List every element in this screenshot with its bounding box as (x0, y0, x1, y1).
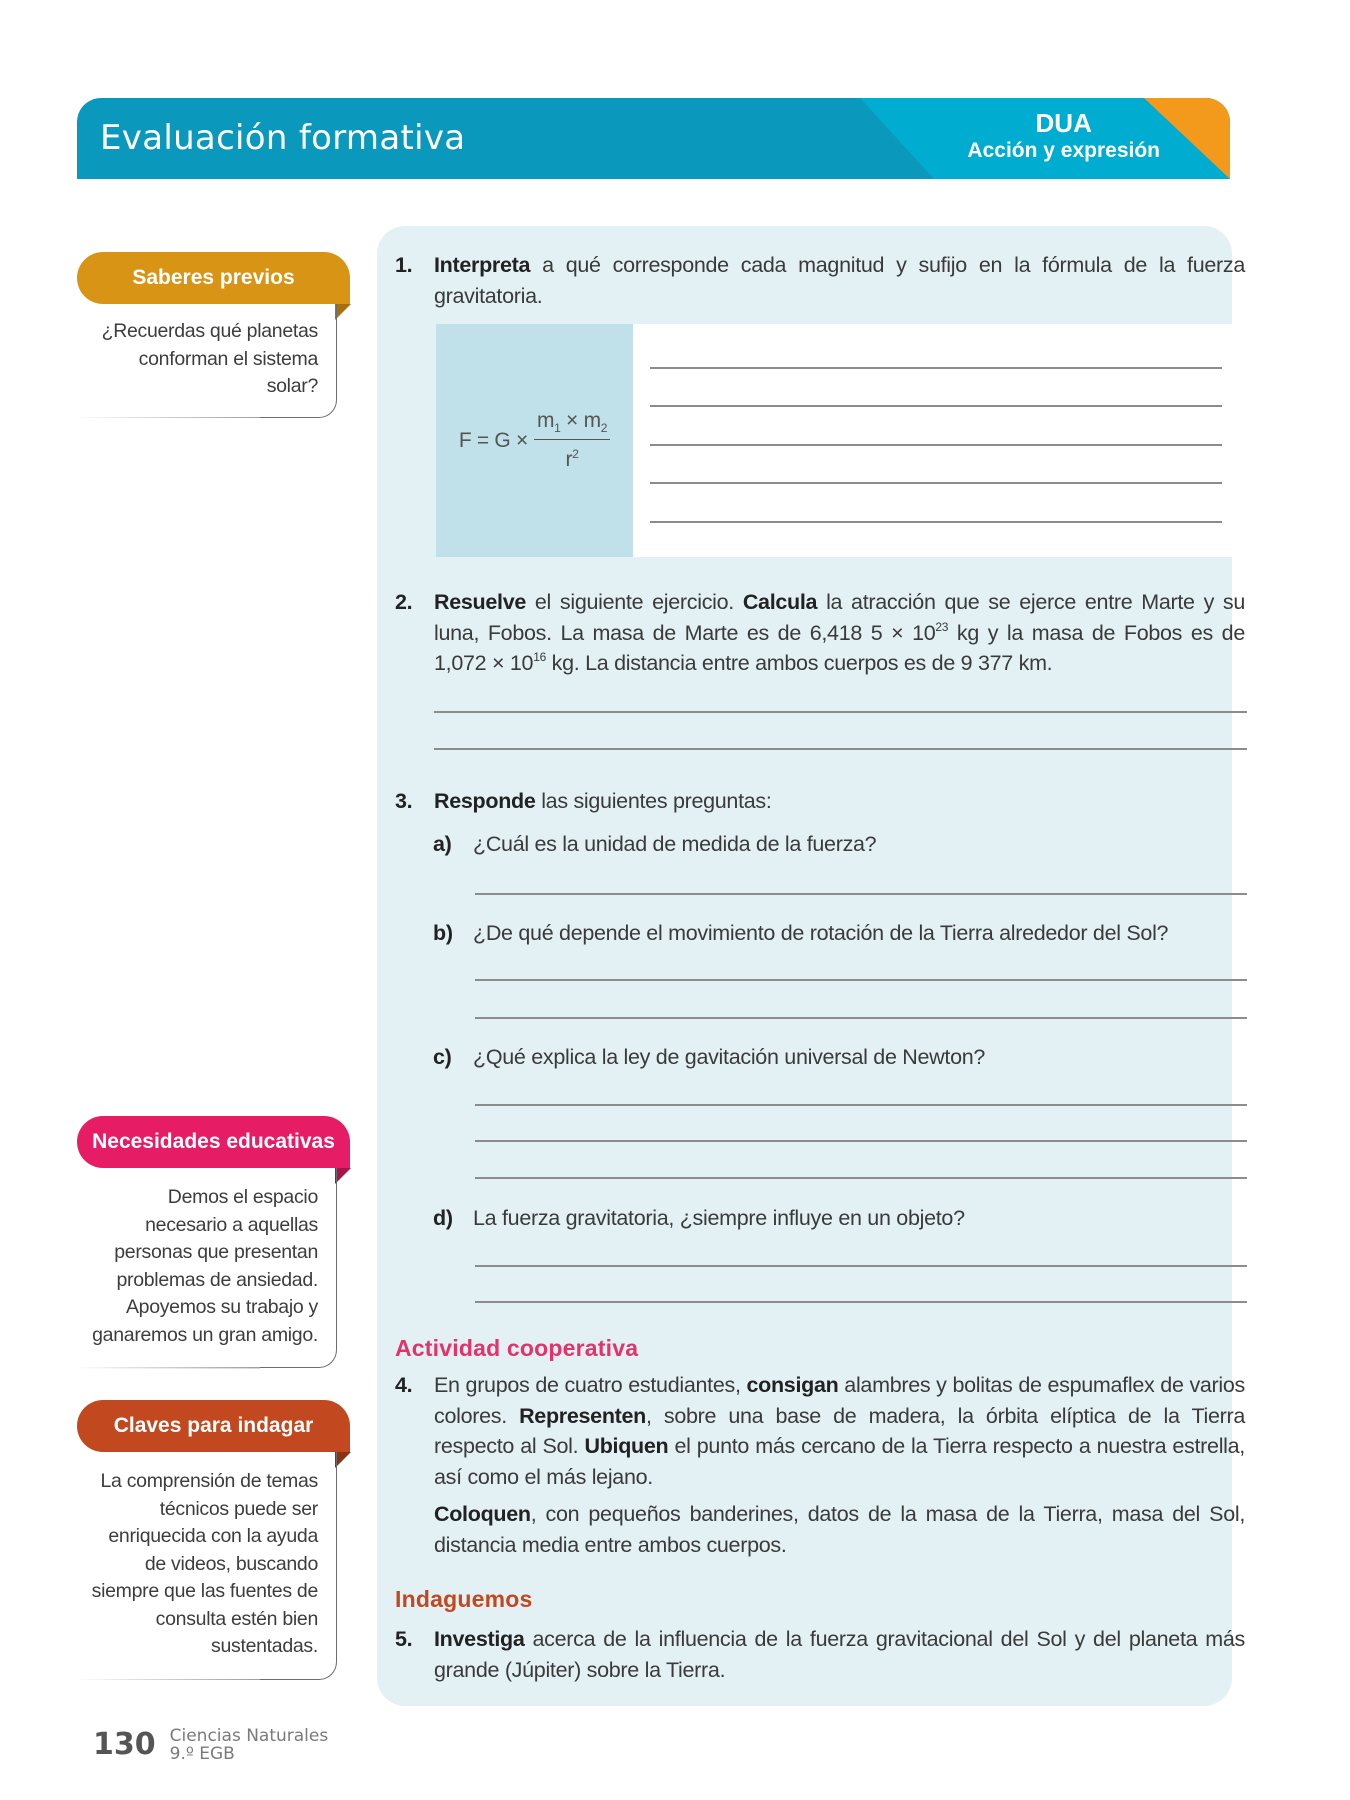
section-header (77, 98, 1230, 179)
answer-line[interactable] (650, 444, 1222, 446)
answer-line[interactable] (650, 482, 1222, 484)
sidebar-box-title: Necesidades educativas (92, 1130, 335, 1153)
answer-line[interactable] (475, 1104, 1247, 1106)
cooperative-activity-heading: Actividad cooperativa (395, 1335, 639, 1361)
answer-line[interactable] (434, 711, 1247, 713)
subquestion-label: d) (433, 1206, 453, 1230)
answer-line[interactable] (475, 1265, 1247, 1267)
activity-verb: Interpreta (434, 253, 531, 277)
formula-lhs: F = G × (458, 428, 528, 452)
activity-number: 5. (395, 1627, 413, 1651)
activity-text: kg y la masa de Fobos es de 1,072 × 10 (434, 620, 1245, 675)
activity-verb: consigan (746, 1373, 839, 1397)
sidebar-box-tab (77, 1116, 350, 1168)
activity-text: el siguiente ejercicio. (526, 590, 743, 614)
gravity-formula (436, 324, 633, 557)
activity-text: la atracción que se ejerce entre Marte y su luna, Fobos. La masa de Marte es de 6,418 5 × 10 (434, 590, 1245, 645)
subquestion-text: La fuerza gravitatoria, ¿siempre influye en un objeto? (473, 1206, 965, 1230)
grade-level: 9.º EGB (169, 1744, 235, 1764)
formula-denominator (566, 440, 579, 472)
activity-text: a qué corresponde cada magnitud y sufijo en la fórmula de la fuerza gravitatoria. (434, 253, 1245, 308)
dua-badge-title: DUA (1035, 108, 1092, 138)
answer-line[interactable] (650, 405, 1222, 407)
subquestion-d (433, 1203, 965, 1233)
page-title: Evaluación formativa (100, 118, 466, 158)
tab-fold (335, 1168, 351, 1184)
mass-2: m (583, 408, 601, 432)
sidebar-box-tab (77, 252, 350, 304)
activity-text: kg. La distancia entre ambos cuerpos es de 9 377 km. (545, 651, 1053, 675)
activity-number: 3. (395, 789, 413, 813)
answer-line[interactable] (475, 979, 1247, 981)
distance-exponent: 2 (572, 447, 579, 462)
activity-verb: Ubiquen (584, 1434, 669, 1458)
answer-line[interactable] (650, 367, 1222, 369)
distance: r (565, 448, 573, 472)
activity-number: 4. (395, 1373, 413, 1397)
subquestion-text: ¿Cuál es la unidad de medida de la fuerza? (473, 832, 877, 856)
mass-2-subscript: 2 (600, 421, 608, 436)
activity-text: las siguientes preguntas: (535, 789, 772, 813)
subquestion-b (433, 918, 1168, 948)
sidebar-box-saberes-previos (77, 252, 357, 418)
activity-5 (395, 1624, 1245, 1685)
formula-fraction (534, 409, 610, 472)
footer-meta (170, 1727, 329, 1763)
subquestion-label: b) (433, 921, 453, 945)
subject-name: Ciencias Naturales (169, 1726, 329, 1746)
tab-fold (335, 1452, 351, 1468)
mass-1: m (536, 408, 555, 432)
activity-verb: Coloquen (434, 1502, 531, 1526)
formula-answer-box (436, 324, 1233, 557)
activity-number: 1. (395, 253, 413, 277)
exponent: 16 (533, 650, 546, 664)
page-number: 130 (93, 1727, 156, 1762)
subquestion-c (433, 1042, 985, 1072)
subquestion-text: ¿Qué explica la ley de gavitación universal de Newton? (473, 1045, 986, 1069)
subquestion-label: a) (433, 832, 452, 856)
activity-text: , sobre una base de madera, la órbita elíptica de la Tierra respecto al Sol. (434, 1403, 1245, 1458)
sidebar-box-claves-para-indagar (77, 1400, 357, 1680)
exponent: 23 (935, 619, 949, 634)
activity-verb: Calcula (742, 590, 818, 614)
sidebar-box-necesidades-educativas (77, 1116, 357, 1368)
activity-3 (395, 786, 1245, 817)
activity-verb: Responde (434, 789, 536, 813)
activity-verb: Representen (519, 1403, 647, 1428)
times-sign: × (560, 408, 584, 432)
activity-text: alambres y bolitas de espumaflex de varios colores. (434, 1373, 1245, 1428)
inquiry-heading: Indaguemos (395, 1586, 533, 1612)
answer-line[interactable] (475, 1140, 1247, 1142)
activity-text: , con pequeños banderines, datos de la masa de la Tierra, masa del Sol, distancia media entre ambos cuerpos. (434, 1502, 1245, 1557)
activity-1 (395, 250, 1245, 311)
page-footer (93, 1727, 328, 1763)
sidebar-box-text: La comprensión de temas técnicos puede ser enriquecida con la ayuda de videos, buscando siempre que las fuentes de consulta estén bien sustentadas. (75, 1452, 337, 1680)
subquestion-a (433, 829, 876, 859)
sidebar-box-title: Saberes previos (132, 266, 295, 289)
subquestion-text: ¿De qué depende el movimiento de rotación de la Tierra alrededor del Sol? (473, 921, 1169, 945)
sidebar-box-title: Claves para indagar (113, 1414, 314, 1437)
subquestion-label: c) (433, 1045, 452, 1069)
answer-line[interactable] (650, 521, 1222, 523)
activity-text: acerca de la influencia de la fuerza gravitacional del Sol y del planeta más grande (Júpiter) sobre la Tierra. (434, 1627, 1245, 1682)
sidebar-box-tab (77, 1400, 350, 1452)
answer-line[interactable] (475, 1017, 1247, 1019)
answer-line[interactable] (475, 893, 1247, 895)
activity-4 (395, 1370, 1245, 1560)
mass-1-subscript: 1 (554, 421, 561, 436)
formula-numerator (534, 409, 610, 440)
sidebar-box-text: ¿Recuerdas qué planetas conforman el sistema solar? (75, 304, 337, 418)
activity-2 (395, 587, 1245, 679)
activity-text: En grupos de cuatro estudiantes, (434, 1373, 747, 1397)
activity-number: 2. (395, 590, 413, 614)
tab-fold (335, 304, 351, 320)
activity-verb: Investiga (434, 1627, 525, 1651)
answer-line[interactable] (475, 1301, 1247, 1303)
sidebar-box-text: Demos el espacio necesario a aquellas personas que presentan problemas de ansiedad. Apoyemos su trabajo y ganaremos un gran amigo. (75, 1168, 337, 1368)
dua-badge (967, 108, 1160, 164)
answer-line[interactable] (475, 1177, 1247, 1179)
activity-verb: Resuelve (434, 590, 527, 614)
activity-text: el punto más cercano de la Tierra respecto a nuestra estrella, así como el más lejano. (434, 1434, 1245, 1489)
answer-line[interactable] (434, 748, 1247, 750)
dua-badge-subtitle: Acción y expresión (967, 139, 1160, 162)
